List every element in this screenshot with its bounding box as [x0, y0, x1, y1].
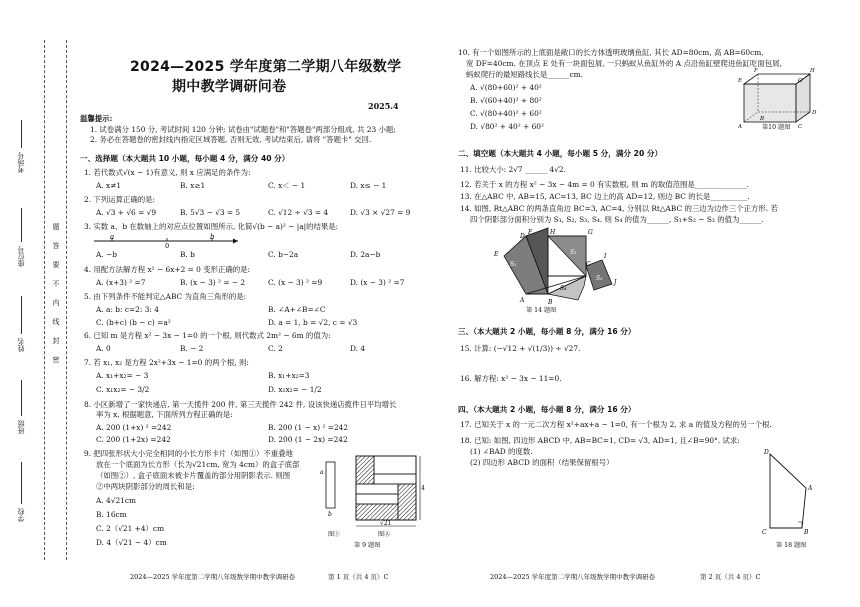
q18-line-3: (2) 四边形 ABCD 的面积（结果保留根号） [470, 458, 614, 467]
tank-front [744, 84, 796, 122]
axis-label-b: b [210, 233, 215, 241]
svg-text:S₃: S₃ [570, 249, 577, 256]
shaded-region-1 [356, 456, 374, 484]
q9-option-b: B. 16cm [96, 510, 127, 519]
q4-option-a: A. (x+3) ² =7 [96, 278, 146, 287]
q10-line-3: 蚂蚁爬行的最短路线长是______cm. [466, 70, 583, 79]
q8-option-b: B. 200 (1 − x) ² =242 [268, 423, 349, 432]
svg-text:E: E [494, 251, 499, 258]
exam-title: 2024—2025 学年度第二学期八年级数学 [130, 59, 402, 75]
footer-title: 2024—2025 学年度第二学期八年级数学期中教学调研卷 [130, 573, 296, 581]
page-number-2: 第 2 页（共 4 页）C [700, 573, 761, 581]
q3-option-a: A. −b [96, 250, 117, 259]
svg-text:b: b [328, 511, 332, 518]
svg-text:S₂: S₂ [596, 275, 603, 282]
fig-2-label: 图② [378, 531, 391, 538]
exam-subtitle: 期中教学调研问卷 [172, 79, 287, 95]
quadrilateral-abcd [770, 454, 806, 528]
q6-option-a: A. 0 [96, 344, 111, 353]
q3-stem: 3. 实数 a、b 在数轴上的对应点位置如图所示, 化简√(b − a)² − |a|的结果是: [84, 222, 339, 231]
q7-option-c: C. x₁x₂= − 3/2 [96, 385, 150, 394]
svg-text:S₄: S₄ [560, 285, 567, 292]
axis-label-o: 0 [165, 242, 170, 248]
svg-text:√21: √21 [380, 520, 392, 527]
svg-text:G: G [798, 78, 803, 84]
school-label: 学校 [17, 508, 25, 522]
section-4-title: 四、（本大题共 2 小题，每小题 8 分，满分 16 分） [458, 405, 636, 414]
q4-option-d: D. (x − 3) ² =7 [350, 278, 405, 287]
seat-label: 座位号 [17, 246, 25, 267]
q7-option-d: D. x₁x₂= − 1/2 [268, 385, 322, 394]
q4-stem: 4. 用配方法解方程 x² − 6x+2 = 0 变形正确的是: [84, 265, 251, 274]
q1-option-b: B. x≥1 [180, 181, 206, 190]
q14-line-2: 四个阴影部分面积分别为 S₁, S₂, S₃, S₄. 则 S₄ 的值为______, S₁+S₂ − S₃ 的值为______. [470, 215, 764, 224]
q8-stem: 8. 小区新增了一家快递店, 第一天揽件 200 件, 第三天揽件 242 件, 设该快递店揽件日平均增长 [84, 400, 397, 409]
q4-option-c: C. (x − 3) ² =9 [268, 278, 323, 287]
binding-dashed-line-inner [66, 40, 67, 560]
q5-option-a: A. a: b: c=2: 3: 4 [96, 305, 159, 314]
svg-text:B: B [804, 529, 809, 536]
q5-option-d: D. a = 1, b = √2, c = √3 [268, 318, 358, 327]
q9-caption: 第 9 题图 [354, 542, 381, 549]
svg-text:D: D [520, 233, 525, 240]
q3-number-line [92, 232, 242, 248]
q10-option-c: C. √(80+40)² + 60² [470, 109, 542, 118]
q18-quadrilateral-figure [756, 446, 816, 536]
class-label: 班级 [17, 420, 25, 434]
q8-stem-cont: 率为 x, 根据题意, 下面所列方程正确的是: [96, 410, 233, 419]
q2-stem: 2. 下列运算正确的是: [84, 195, 156, 204]
svg-text:C: C [798, 124, 803, 128]
number-line-arrow [233, 239, 238, 244]
svg-text:4: 4 [421, 485, 425, 492]
svg-text:a: a [320, 469, 324, 476]
exam-date: 2025.4 [368, 101, 399, 111]
q8-option-d: D. 200 (1 − 2x) =242 [268, 435, 348, 444]
svg-text:S₁: S₁ [510, 261, 517, 268]
q6-option-d: D. 4 [350, 344, 366, 353]
section-1-title: 一、选择题（本大题共 10 小题，每小题 4 分，满分 40 分） [80, 154, 290, 163]
q9-option-c: C. 2（√21 +4）cm [96, 524, 165, 533]
q5-option-b: B. ∠A+∠B=∠C [268, 305, 326, 314]
svg-text:E: E [738, 78, 743, 84]
school-blank [21, 462, 22, 504]
name-blank [21, 296, 22, 334]
q11: 11. 比较大小: 2√7 ______ 4√2. [460, 165, 566, 174]
svg-text:F: F [528, 229, 533, 236]
notes-title: 温馨提示: [80, 114, 113, 123]
q14-caption: 第 14 题图 [526, 307, 557, 314]
q2-option-c: C. √12 ÷ √3 = 4 [268, 208, 329, 217]
svg-text:A: A [808, 485, 813, 492]
svg-text:F: F [754, 68, 758, 74]
q10-line-1: 10. 有一个如图所示的上底面是敞口的长方体透明玻璃鱼缸, 其长 AD=80cm, 高 AB=60cm, [458, 48, 764, 57]
q4-option-b: B. (x − 3) ² = − 2 [180, 278, 246, 287]
note-1: 1. 试卷满分 150 分, 考试时间 120 分钟; 试卷由"试题卷"和"答题卷"两部分组成, 共 23 小题; [90, 125, 396, 134]
svg-text:H: H [810, 68, 815, 74]
q10-line-2: 宽 DF=40cm. 在顶点 E 处有一块面包屑, 一只蚂蚁从鱼缸外的 A 点沿鱼缸壁爬进鱼缸吃面包屑, [466, 59, 782, 68]
q9-option-a: A. 4√21cm [96, 496, 136, 505]
footer-title-2: 2024—2025 学年度第二学期八年级数学期中教学调研卷 [490, 573, 656, 581]
svg-text:A: A [738, 124, 742, 128]
exam-room-blank [21, 120, 22, 148]
q9-line-2: 放在一个底面为长方形（长为√21cm, 宽为 4cm）的盒子底部 [96, 460, 300, 469]
svg-text:G: G [588, 229, 593, 236]
section-2-title: 二、填空题（本大题共 4 小题，每小题 5 分，满分 20 分） [458, 149, 663, 158]
shaded-s4 [548, 276, 586, 300]
q10-option-d: D. √80² + 40² + 60² [470, 122, 544, 131]
section-3-title: 三、（本大题共 2 小题，每小题 8 分，满分 16 分） [458, 327, 636, 336]
exam-page-2 [430, 0, 860, 607]
q1-stem: 1. 若代数式√(x − 1)有意义, 则 x 应满足的条件为: [84, 168, 251, 177]
q8-option-c: C. 200 (1+2x) =242 [96, 435, 171, 444]
q10-fish-tank-figure [738, 66, 818, 128]
q9-line-1: 9. 把四张形状大小完全相同的小长方形卡片（如图①）不重叠地 [84, 449, 293, 458]
axis-label-a: a [110, 233, 115, 241]
q9-line-3: （如图②）, 盒子底面未被卡片覆盖的部分用阴影表示. 则图 [96, 471, 291, 480]
q2-option-a: A. √3 + √6 = √9 [96, 208, 157, 217]
q16: 16. 解方程: x² − 3x − 11=0. [460, 374, 562, 383]
q15: 15. 计算: (−√12 + √(1/3)) ÷ √27. [460, 344, 581, 353]
page-number: 第 1 页（共 4 页）C [328, 573, 389, 581]
q9-option-d: D. 4（√21 − 4）cm [96, 538, 167, 547]
q6-option-b: B. − 2 [180, 344, 204, 353]
binding-dashed-line [44, 40, 45, 560]
svg-text:A: A [520, 297, 525, 304]
shaded-region-2 [398, 484, 416, 520]
q2-option-b: B. 5√3 − √3 = 5 [180, 208, 241, 217]
shaded-s3 [548, 236, 586, 276]
q1-option-c: C. x＜ − 1 [268, 181, 306, 190]
q6-option-c: C. 2 [268, 344, 283, 353]
svg-text:J: J [614, 279, 617, 286]
seat-blank [21, 208, 22, 242]
svg-text:C: C [586, 261, 591, 268]
q3-option-c: C. b−2a [268, 250, 299, 259]
q3-option-d: D. 2a−b [350, 250, 381, 259]
q10-option-a: A. √(80+60)² + 40² [470, 83, 542, 92]
fig-1-label: 图① [328, 531, 341, 538]
class-blank [21, 380, 22, 416]
note-2: 2. 务必在答题卷的密封线内指定区域答题, 否则无效, 考试结束后, 请将 "答题卡" 交回. [90, 135, 372, 144]
q10-option-b: B. √(60+40)² + 80² [470, 96, 542, 105]
q18-line-2: (1) ∠BAD 的度数. [470, 447, 533, 456]
q14-line-1: 14. 如图, Rt△ABC 的两条直角边 BC=3, AC=4, 分别以 Rt△ABC 的三边为边作三个正方形. 若 [460, 204, 778, 213]
q2-option-d: D. √3 × √27 = 9 [350, 208, 411, 217]
q5-stem: 5. 由下列条件不能判定△ABC 为直角三角形的是: [84, 292, 247, 301]
svg-text:D: D [812, 110, 817, 116]
svg-text:B: B [760, 116, 765, 122]
q1-option-a: A. x≠1 [96, 181, 122, 190]
small-card [326, 462, 335, 508]
q13: 13. 在△ABC 中, AB=15, AC=13, BC 边上的高 AD=12, 则边 BC 的长是__________. [460, 192, 750, 201]
svg-text:H: H [550, 229, 556, 236]
q5-option-c: C. (b+c) (b − c) =a² [96, 318, 171, 327]
seal-line-text: 题 答 要 不 内 线 封 密 [52, 223, 60, 364]
q14-squares-figure [486, 226, 626, 312]
svg-text:D: D [764, 449, 769, 456]
q8-option-a: A. 200 (1+x) ² =242 [96, 423, 172, 432]
exam-room-label: 考场号 [17, 152, 25, 173]
svg-text:C: C [762, 529, 767, 536]
q18-line-1: 18. 已知: 如图, 四边形 ABCD 中, AB=BC=1, CD= √3, AD=1, 且∠B=90°. 试求: [460, 436, 740, 445]
q7-stem: 7. 若 x₁, x₂ 是方程 2x²+3x − 1=0 的两个根, 则: [84, 358, 249, 367]
q6-stem: 6. 已知 m 是方程 x² − 3x − 1=0 的一个根, 则代数式 2m² − 6m 的值为: [84, 331, 331, 340]
name-label: 姓名 [17, 338, 25, 352]
q9-line-4: ②中两块阴影部分的周长和是: [96, 482, 195, 491]
svg-text:I: I [604, 253, 607, 260]
q12: 12. 若关于 x 的方程 x² − 3x − 4m = 0 有实数根, 则 m 的取值范围是______________. [460, 180, 749, 189]
q17: 17. 已知关于 x 的一元二次方程 x²+ax+a − 1=0, 有一个根为 2, 求 a 的值及方程的另一个根. [460, 420, 772, 429]
q10-caption: 第10 题图 [762, 124, 791, 131]
svg-text:B: B [548, 299, 553, 306]
q7-option-b: B. x₁+x₂=3 [268, 371, 310, 380]
q3-option-b: B. b [180, 250, 195, 259]
q9-figure [318, 448, 428, 540]
q7-option-a: A. x₁+x₂= − 3 [96, 371, 149, 380]
q18-caption: 第 18 题图 [776, 542, 807, 549]
q1-option-d: D. x≤ − 1 [350, 181, 387, 190]
